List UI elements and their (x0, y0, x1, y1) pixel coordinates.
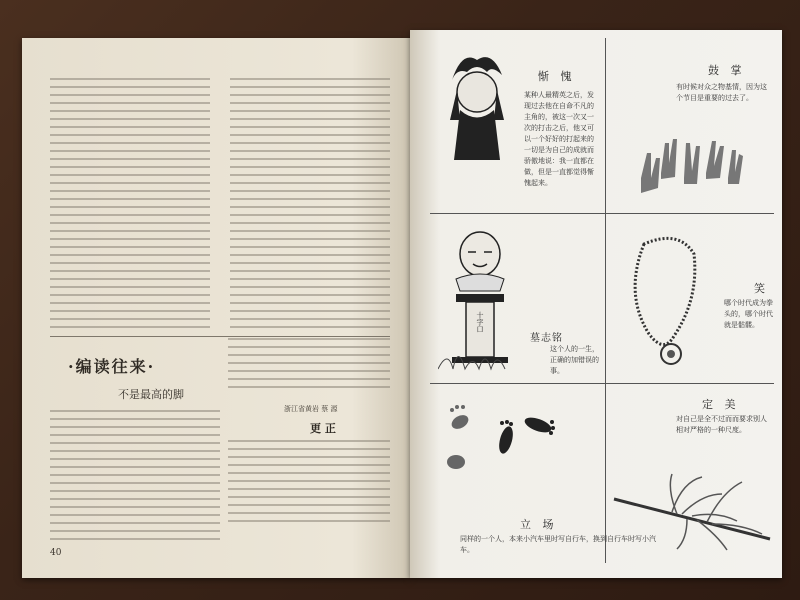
cartoon-title: 笑 (754, 282, 769, 295)
right-page (410, 30, 782, 578)
cartoon-caption: 某种人最精英之后，发现过去他在自命不凡的主角的，被这一次又一次的打击之后，他又可以一个好好的打起来的一切是为自己的成就而骄傲地说：我一直都在做，但是一直都觉得惭愧起来。 (524, 91, 594, 187)
cartoon-applause (606, 38, 774, 213)
text-column-bottom-left (50, 410, 220, 546)
open-magazine (22, 30, 782, 585)
cartoon-caption: 对自己是全不过而而要求别人相对严格的一种尺度。 (676, 415, 767, 434)
text-column-top-right (230, 78, 390, 334)
cartoon-title: 定 美 (702, 398, 740, 411)
cartoon-epitaph (430, 214, 605, 383)
text-column-top-left (50, 78, 210, 334)
left-page (22, 38, 410, 578)
text-column-bottom-right (228, 338, 390, 394)
cartoon-title: 惭 愧 (538, 70, 576, 83)
cartoon-title: 墓志铭 (530, 333, 563, 344)
tombstone-inscription: 十字口 (476, 311, 484, 333)
section-title: ·编读往来· (68, 357, 156, 376)
cartoon-shame (430, 38, 605, 213)
section-divider (50, 336, 390, 337)
article-title: 不是最高的脚 (118, 388, 184, 401)
footprints-figure (438, 400, 568, 490)
necklace-figure (624, 224, 714, 374)
page-number: 40 (50, 548, 62, 558)
cartoon-stance (430, 384, 656, 563)
cartoon-grid (430, 38, 774, 563)
ruler-branch-figure (612, 464, 772, 554)
cartoon-beauty (606, 384, 774, 563)
shame-figure (442, 50, 512, 170)
article-author: 浙江省黄岩 蔡 源 (284, 405, 338, 413)
tombstone-figure (438, 224, 528, 374)
cartoon-caption: 有时候对众之物基情，因为这个节目是重要的过去了。 (676, 83, 767, 102)
cartoon-title: 立 场 (520, 518, 558, 531)
cartoon-caption: 哪个时代成为拳头的，哪个时代就是骷髅。 (724, 299, 773, 329)
correction-title: 更 正 (310, 422, 336, 435)
correction-text (228, 440, 390, 528)
clapping-hands-figure (636, 118, 746, 208)
cartoon-title: 鼓 掌 (708, 64, 746, 77)
cartoon-smile (606, 214, 774, 383)
cartoon-caption: 这个人的一生，正确的加错误的事。 (550, 345, 599, 375)
cartoon-caption: 同样的一个人，本来小汽车里时写自行车，换到自行车时写小汽车。 (460, 535, 656, 554)
